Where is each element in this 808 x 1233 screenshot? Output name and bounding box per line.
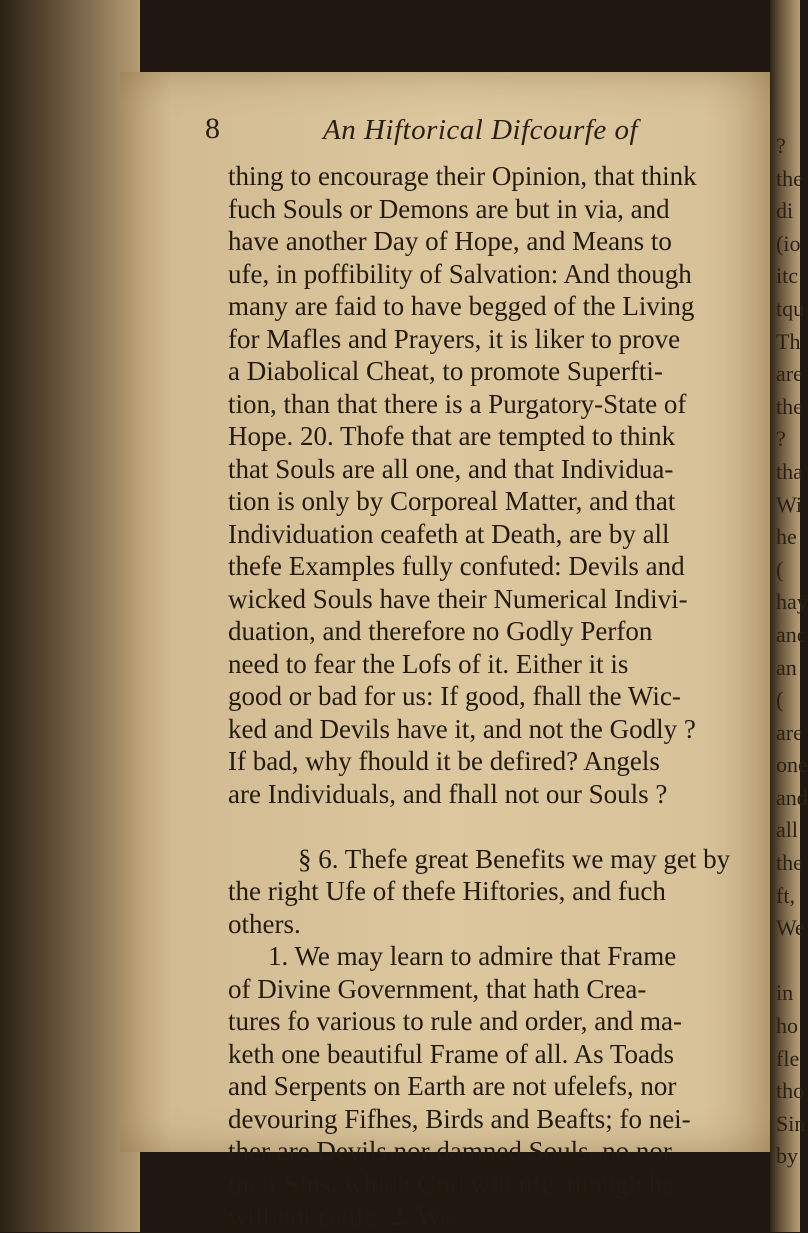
facing-page-fragment: by [776, 1143, 798, 1169]
paragraph-gap [228, 810, 738, 843]
facing-page-fragment: and [776, 784, 808, 810]
facing-page-fragment: tha [776, 458, 803, 484]
text-line: thefe Examples fully confuted: Devils and [228, 551, 685, 581]
text-line: the right Ufe of thefe Hiftories, and fuch [228, 876, 666, 906]
facing-page-fragment: hay [776, 589, 808, 615]
text-line: keth one beautiful Frame of all. As Toads [228, 1038, 675, 1069]
facing-page-fragment: the [776, 165, 803, 191]
facing-page-fragment: (io [776, 230, 801, 256]
facing-page-fragment: tqu [776, 295, 805, 321]
facing-page-fragment: ? [776, 426, 786, 452]
text-line: tion is only by Corporeal Matter, and that [228, 486, 676, 516]
facing-page-fragment: ? [776, 133, 786, 158]
facing-page-fragment: ho [776, 1013, 798, 1039]
facing-page-fragment: di [776, 198, 794, 224]
facing-page-fragment: he [776, 524, 797, 550]
text-line: duation, and therefore no Godly Perfon [228, 616, 653, 646]
facing-page-fragment: all [776, 817, 798, 843]
numbered-item-body [228, 973, 738, 1233]
text-line: fuch Souls or Demons are but in via, and [228, 193, 670, 224]
facing-page-fragment: fle [776, 1045, 800, 1071]
text-line: for Mafles and Prayers, it is liker to prove [228, 323, 681, 354]
text-line: will not caufe. 2. We [228, 1201, 452, 1231]
facing-page-fragment: in [776, 980, 794, 1006]
text-line: are Individuals, and fhall not our Souls ? [228, 778, 668, 809]
facing-page-fragment: an [776, 654, 797, 680]
page-header [205, 112, 705, 156]
facing-page-fragment: are [776, 719, 803, 745]
facing-page-fragment: are [776, 361, 803, 387]
page-number: 8 [205, 112, 220, 145]
text-line: many are faid to have begged of the Living [228, 291, 695, 321]
facing-page-fragment: Wi [776, 491, 802, 517]
facing-page-fragment: Th [776, 328, 801, 354]
text-line: of Divine Government, that hath Crea- [228, 973, 647, 1004]
text-line: ther are Devils nor damned Souls, no nor [228, 1136, 672, 1166]
facing-page-fragment: itc [776, 263, 798, 289]
running-title: An Hiftorical Difcourfe of [323, 114, 639, 146]
facing-page-fragment: anc [776, 621, 807, 647]
text-line: Hope. 20. Thofe that are tempted to think [228, 421, 676, 451]
text-line: ufe, in poffibility of Salvation: And though [228, 258, 692, 289]
text-line: tion, than that there is a Purgatory-State of [228, 388, 687, 419]
text-line: If bad, why fhould it be defired? Angels [228, 746, 660, 776]
text-line: Individuation ceafeth at Death, are by all [228, 518, 670, 549]
text-line: others. [228, 908, 301, 939]
book-spine-shadow [0, 0, 140, 1232]
text-line: devouring Fifhes, Birds and Beafts; fo nei- [228, 1103, 691, 1134]
facing-page-fragment: We [776, 915, 805, 941]
facing-page-fragment: ( [776, 687, 784, 713]
facing-page-fragment: Sin [776, 1110, 806, 1136]
facing-page-fragment: the [776, 393, 803, 419]
text-line: ked and Devils have it, and not the Godly ? [228, 713, 696, 744]
numbered-item-first-line: 1. We may learn to admire that Frame [268, 941, 677, 971]
facing-page-fragment: ft, [776, 882, 795, 908]
body-text [228, 160, 738, 1233]
section-heading: § 6. Thefe great Benefits we may get by [298, 843, 731, 874]
text-line: tures fo various to rule and order, and ma- [228, 1006, 683, 1036]
text-line: good or bad for us: If good, fhall the Wic- [228, 681, 681, 711]
section-continuation [228, 875, 738, 940]
facing-page-fragment: ( [776, 556, 784, 582]
text-line: a Diabolical Cheat, to promote Superfti- [228, 356, 663, 386]
text-line: their Sins, which God will ufe, though he [228, 1168, 675, 1199]
text-line: need to fear the Lofs of it. Either it is [228, 648, 629, 679]
facing-page-text-fragments [776, 130, 808, 1169]
facing-page-fragment [776, 945, 800, 978]
facing-page-fragment: tho [776, 1078, 805, 1104]
text-line: thing to encourage their Opinion, that think [228, 161, 697, 191]
text-line: and Serpents on Earth are not ufelefs, nor [228, 1071, 677, 1101]
facing-page-fragment: one [776, 752, 808, 778]
facing-page-fragment: the [776, 850, 803, 876]
paragraph-purgatory [228, 160, 738, 810]
text-line: wicked Souls have their Numerical Indivi- [228, 583, 688, 614]
text-line: have another Day of Hope, and Means to [228, 226, 672, 256]
text-line: that Souls are all one, and that Individua- [228, 453, 674, 484]
